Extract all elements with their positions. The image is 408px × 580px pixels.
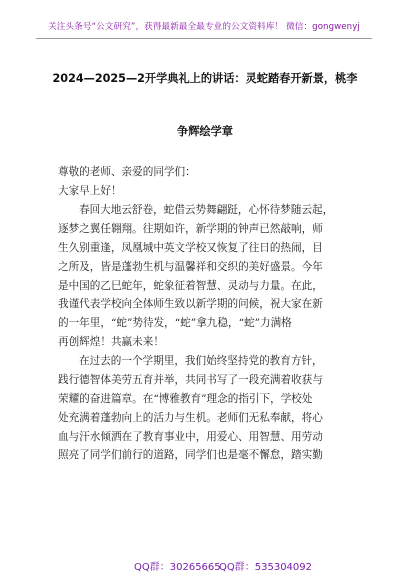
- paragraph-line: 血与汗水倾洒在了教育事业中，用爱心、用智慧、用劳动: [58, 430, 323, 443]
- paragraph-line: 照亮了同学们前行的道路，同学们也是毫不懈怠，踏实勤: [58, 449, 323, 462]
- salute: 大家早上好！: [58, 185, 122, 197]
- header-divider: [36, 38, 372, 39]
- paragraph-line: 之所及，皆是蓬勃生机与温馨祥和交织的美好盛景。今年: [58, 260, 323, 273]
- paragraph-line: 是中国的乙巳蛇年，蛇象征着智慧、灵动与力量。在此，: [58, 279, 323, 292]
- paragraph-line: 的一年里，“蛇”势待发，“蛇”拿九稳，“蛇”力满格: [58, 317, 292, 330]
- greeting: 尊敬的老师、亲爱的同学们：: [58, 166, 196, 178]
- paragraph-line: 春回大地云舒卷，蛇借云势舞翩跹，心怀待梦随云起，: [79, 204, 334, 216]
- footer-qq-group-left: QQ群：30265665: [134, 562, 221, 573]
- paragraph-line: 在过去的一个学期里，我们始终坚持党的教育方针，: [79, 355, 323, 367]
- paragraph-line: 我谨代表学校向全体师生致以新学期的问候，祝大家在新: [58, 298, 323, 311]
- paragraph-line: 再创辉煌！共赢未来！: [58, 336, 164, 349]
- footer-qq-group-right: QQ群：535304092: [219, 562, 313, 573]
- paragraph-1: [58, 201, 358, 352]
- paragraph-2: [58, 352, 358, 465]
- document-title-line-2: 争辉绘学章: [177, 125, 233, 138]
- paragraph-line: 逐梦之翼任翱翔。往期如许，新学期的钟声已然敲响，师: [58, 222, 323, 235]
- paragraph-line: 处充满着蓬勃向上的活力与生机。老师们无私奉献，将心: [58, 411, 323, 424]
- paragraph-line: 生久别重逢，凤凰城中英文学校又恢复了往日的热闹，目: [58, 241, 323, 254]
- paragraph-line: 践行德智体美劳五育并举，共同书写了一段充满着收获与: [58, 373, 323, 386]
- page-header: 关注头条号“公文研究”，获得最新最全最专业的公文资料库！ 微信：gongwenyj: [48, 22, 360, 32]
- document-title-line-1: 2024—2025—2开学典礼上的讲话：灵蛇踏春开新景，桃李: [52, 72, 358, 85]
- paragraph-line: 荣耀的奋进篇章。在“博雅教育”理念的指引下，学校处: [58, 392, 313, 405]
